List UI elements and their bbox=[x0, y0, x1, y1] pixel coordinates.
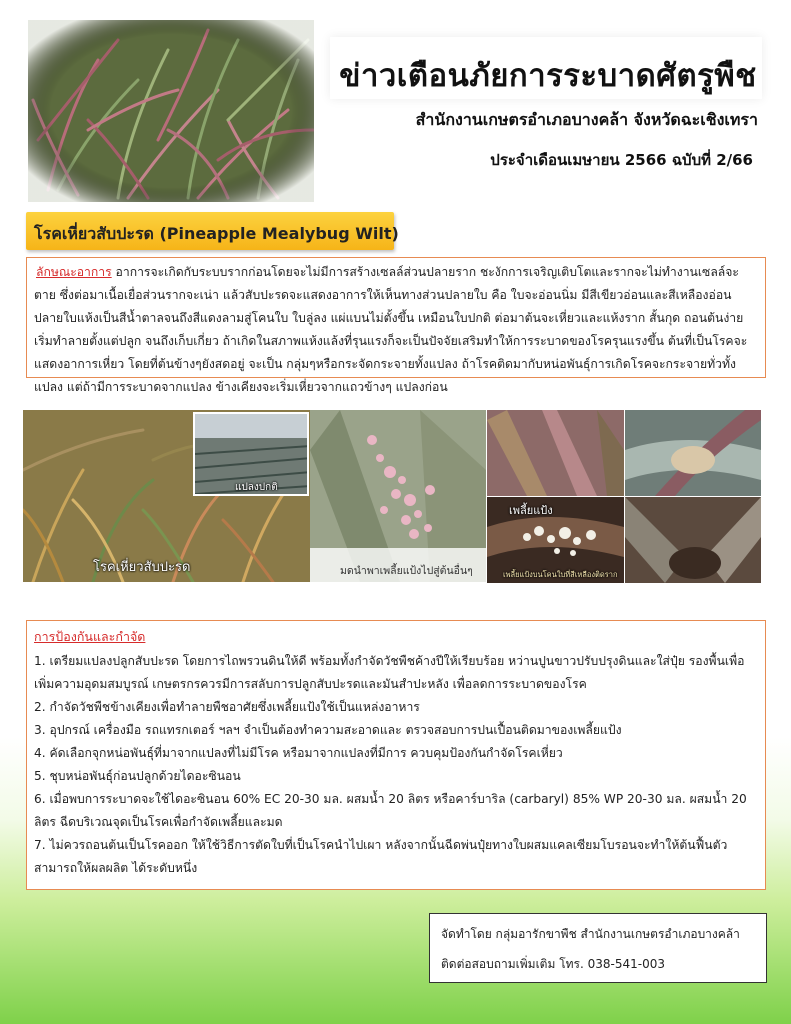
photo-leaf-base-wilt bbox=[487, 410, 624, 496]
prevention-item: 1. เตรียมแปลงปลูกสับปะรด โดยการไถพรวนดินให้ดี พร้อมทั้งกำจัดวัชพืชค้างปีให้เรียบร้อย หว่านปูนขาวปรับปรุงดินและใส่ปุ๋ย รองพื้นเพื่อเพิ่มความอุดมสมบูรณ์ เกษตรกรควรมีการสลับการปลูกสับปะรดและมันสำปะหลัง เพื่อลดการระบาดของโรค bbox=[34, 654, 745, 691]
office-name: สำนักงานเกษตรอำเภอบางคล้า จังหวัดฉะเชิงเทรา bbox=[415, 110, 758, 129]
photo-plant-closeup bbox=[625, 410, 761, 496]
issue-number: ประจำเดือนเมษายน 2566 ฉบับที่ 2/66 bbox=[490, 151, 753, 169]
prevention-heading: การป้องกันและกำจัด bbox=[34, 629, 146, 644]
mealybug-label: เพลี้ยแป้ง bbox=[509, 504, 553, 517]
prevention-item: 6. เมื่อพบการระบาดจะใช้ไดอะซินอน 60% EC 20-30 มล. ผสมน้ำ 20 ลิตร หรือคาร์บาริล (carbaryl) 85% WP 20-30 มล. ผสมน้ำ 20 ลิตร ฉีดบริเวณจุดเป็นโรคเพื่อกำจัดเพลี้ยและมด bbox=[34, 792, 747, 829]
symptoms-description: อาการจะเกิดกับระบบรากก่อนโดยจะไม่มีการสร้างเซลล์ส่วนปลายราก ชะงักการเจริญเติบโตและรากจะไม่ทำงานเซลล์จะตาย ซึ่งต่อมาเนื้อเยื่อส่วนรากจะเน่า แล้วสับปะรดจะแสดงอาการให้เห็นทางส่วนปลายใบ คือ ใบจะอ่อนนิ่ม มีสีเขียวอ่อนและสีเหลืองอ่อน ปลายใบแห้งเป็นสีน้ำตาลจนถึงสีแดงลามสู่โคนใบ ใบลู่ลง แผ่แบนไม่ตั้งขึ้น เหมือนใบปกติ ต่อมาต้นจะเหี่ยวและแห้งราก สั้นกุด ถอนต้นง่ายเริ่มทำลายตั้งแต่ปลูก จนถึงเก็บเกี่ยว ถ้าเกิดในสภาพแห้งแล้งที่รุนแรงก็จะเป็นปัจจัยเสริมทำให้การระบาดของโรครุนแรงขึ้น ต้นที่เป็นโรคจะแสดงอาการเหี่ยว โดยที่ต้นข้างๆยังสดอยู่ จะเป็น กลุ่มๆหรือกระจัดกระจายทั้งแปลง ถ้าโรคติดมากับหน่อพันธุ์การเกิดโรคจะกระจายทั่วทั้งแปลง แต่ถ้ามีการระบาดจากแปลง ข้างเคียงจะเริ่มเหี่ยวจากแถวข้างๆ แปลงก่อน bbox=[34, 265, 748, 394]
photo-ant-mealybug bbox=[310, 410, 486, 582]
page-title: ข่าวเตือนภัยการระบาดศัตรูพืช bbox=[339, 58, 757, 94]
disease-title: โรคเหี่ยวสับปะรด (Pineapple Mealybug Wilt) bbox=[34, 224, 399, 243]
mealybug-caption: เพลี้ยแป้งบนโคนใบที่สีเหลืองติดราก bbox=[503, 570, 618, 579]
photo-rotted-base bbox=[625, 497, 761, 583]
prevention-item: 7. ไม่ควรถอนต้นเป็นโรคออก ให้ใช้วิธีการตัดใบที่เป็นโรคนำไปเผา หลังจากนั้นฉีดพ่นปุ๋ยทางใบผสมแคลเซียมโบรอนจะทำให้ต้นฟื้นตัวสามารถให้ผลผลิต ได้ระดับหนึ่ง bbox=[34, 838, 728, 875]
producer-line: จัดทำโดย กลุ่มอารักขาพืช สำนักงานเกษตรอำเภอบางคล้า bbox=[441, 927, 740, 941]
ant-caption: มดนำพาเพลี้ยแป้งไปสู่ต้นอื่นๆ bbox=[340, 565, 473, 577]
prevention-item: 5. ชุบหน่อพันธุ์ก่อนปลูกด้วยไดอะซินอน bbox=[34, 769, 241, 783]
symptoms-label: ลักษณะอาการ bbox=[36, 265, 112, 279]
symptoms-text-block bbox=[34, 261, 760, 399]
photo-mealybug-closeup bbox=[487, 497, 624, 583]
prevention-item: 4. คัดเลือกจุกหน่อพันธุ์ที่มาจากแปลงที่ไม่มีโรค หรือมาจากแปลงที่มีการ ควบคุมป้องกันกำจัดโรคเหี่ยว bbox=[34, 746, 563, 760]
photo-normal-field bbox=[193, 412, 309, 496]
prevention-item: 2. กำจัดวัชพืชข้างเคียงเพื่อทำลายพืชอาศัยซึ่งเพลี้ยแป้งใช้เป็นแหล่งอาหาร bbox=[34, 700, 420, 714]
prevention-list bbox=[34, 650, 760, 880]
normal-field-label: แปลงปกติ bbox=[235, 482, 278, 493]
wilt-field-label: โรคเหี่ยวสับปะรด bbox=[93, 560, 191, 575]
header-photo-pineapple-field bbox=[28, 20, 314, 202]
contact-phone-line: ติดต่อสอบถามเพิ่มเติม โทร. 038-541-003 bbox=[441, 957, 665, 971]
prevention-item: 3. อุปกรณ์ เครื่องมือ รถแทรกเตอร์ ฯลฯ จำเป็นต้องทำความสะอาดและ ตรวจสอบการปนเปื้อนติดมาของเพลี้ยแป้ง bbox=[34, 723, 622, 737]
